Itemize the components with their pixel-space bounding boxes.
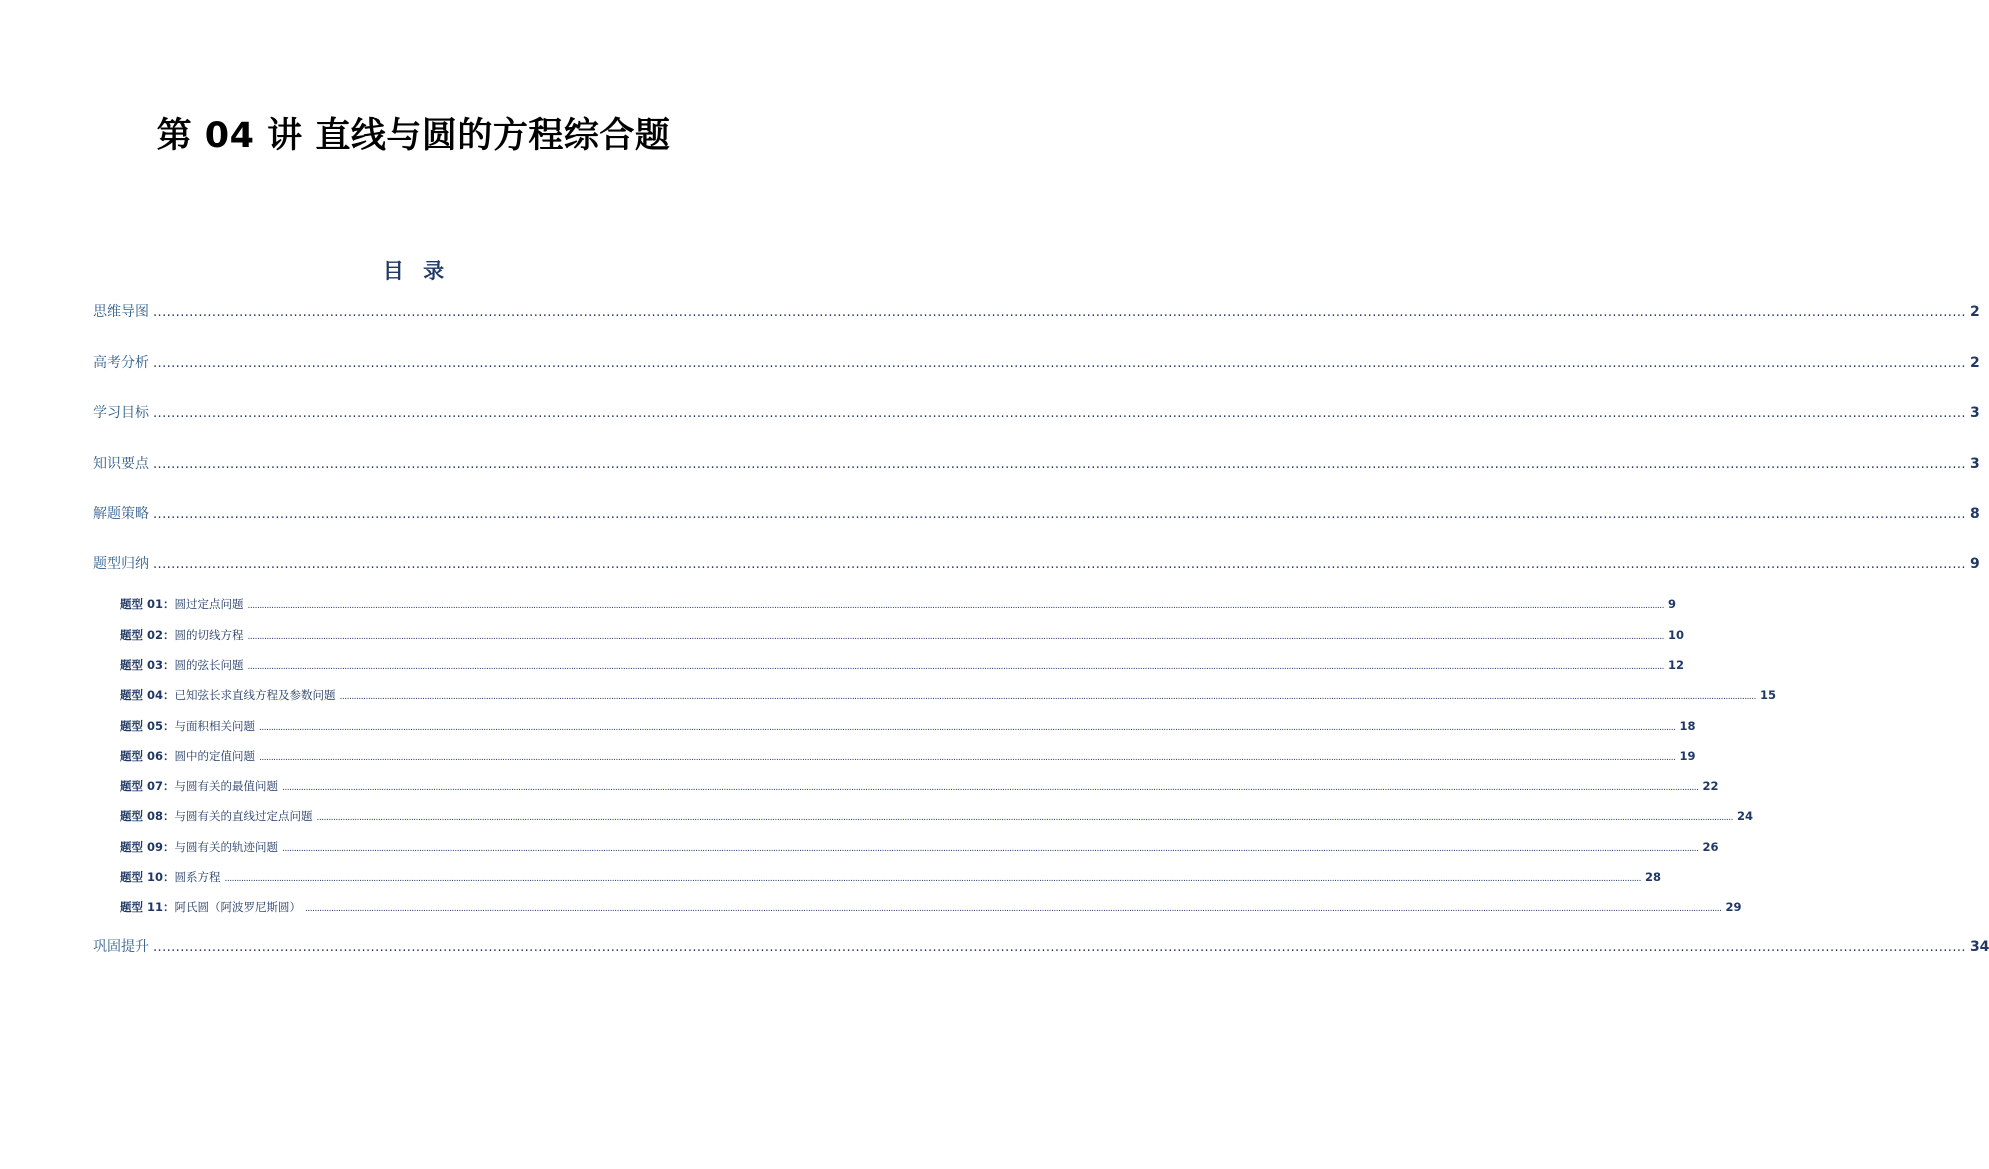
toc-dot-leader: ................................................................................................................................................................................................................................................................................................................................................................................................................ xyxy=(153,406,1966,421)
toc-dot-leader: ........................................................................................................................................................................................................................................................................................................................................................................................................................................................................................................................................................................................................................ xyxy=(247,632,1665,642)
toc-subentry[interactable] xyxy=(120,808,1754,824)
toc-entry-label xyxy=(120,839,278,855)
toc-section-title: 解题策略 xyxy=(93,506,149,522)
toc-dot-leader: ........................................................................................................................................................................................................................................................................................................................................................................................................................................................................................................................................................................................................................ xyxy=(282,783,1699,793)
toc-subentry-prefix: 题型 03： xyxy=(120,658,175,672)
toc-page-number: 15 xyxy=(1760,688,1777,702)
toc-entry[interactable] xyxy=(93,553,1980,573)
toc-page-number: 19 xyxy=(1679,749,1696,763)
toc-dot-leader: ................................................................................................................................................................................................................................................................................................................................................................................................................ xyxy=(153,940,1966,955)
toc-subentry[interactable] xyxy=(120,778,1719,794)
toc-entry-label xyxy=(93,453,149,473)
toc-page-number: 3 xyxy=(1969,456,1980,472)
toc-entry-label xyxy=(120,687,336,703)
toc-subentry-prefix: 题型 02： xyxy=(120,628,175,642)
toc-dot-leader: ........................................................................................................................................................................................................................................................................................................................................................................................................................................................................................................................................................................................................................ xyxy=(259,723,1676,733)
toc-page-number: 29 xyxy=(1725,900,1742,914)
toc-subentry[interactable] xyxy=(120,748,1696,764)
toc-subentry-title: 与圆有关的直线过定点问题 xyxy=(174,809,313,823)
toc-subentry-prefix: 题型 11： xyxy=(120,900,175,914)
toc-subentry-title: 与圆有关的最值问题 xyxy=(174,779,279,793)
toc-subentry-prefix: 题型 01： xyxy=(120,597,175,611)
toc-section-title: 思维导图 xyxy=(93,304,149,320)
toc-subentry-prefix: 题型 10： xyxy=(120,870,175,884)
toc-subentry-title: 阿氏圆（阿波罗尼斯圆） xyxy=(174,900,302,914)
toc-entry-label xyxy=(93,402,149,422)
toc-section-title: 学习目标 xyxy=(93,405,149,421)
toc-dot-leader: ................................................................................................................................................................................................................................................................................................................................................................................................................ xyxy=(153,507,1966,522)
toc-entry[interactable] xyxy=(93,402,1980,422)
toc-section-title: 高考分析 xyxy=(93,355,149,371)
toc-page-number: 10 xyxy=(1668,628,1685,642)
toc-subentry[interactable] xyxy=(120,869,1662,885)
toc-subentry-title: 圆过定点问题 xyxy=(174,597,244,611)
toc-subentry[interactable] xyxy=(120,839,1719,855)
toc-subentry[interactable] xyxy=(120,687,1777,703)
toc-page-number: 24 xyxy=(1737,809,1754,823)
toc-subentry-prefix: 题型 08： xyxy=(120,809,175,823)
toc-dot-leader: ........................................................................................................................................................................................................................................................................................................................................................................................................................................................................................................................................................................................................................ xyxy=(247,601,1665,611)
toc-heading: 目 录 xyxy=(382,259,445,283)
toc-subentry-title: 圆的切线方程 xyxy=(174,628,244,642)
toc-subentry-prefix: 题型 07： xyxy=(120,779,175,793)
toc-dot-leader: ........................................................................................................................................................................................................................................................................................................................................................................................................................................................................................................................................................................................................................ xyxy=(316,813,1734,823)
toc-subentry[interactable] xyxy=(120,899,1742,915)
toc-entry-label xyxy=(93,553,149,573)
toc-entry[interactable] xyxy=(93,503,1980,523)
toc-page-number: 9 xyxy=(1969,556,1980,572)
toc-entry[interactable] xyxy=(93,453,1980,473)
toc-subentry-title: 与圆有关的轨迹问题 xyxy=(174,840,279,854)
toc-entry-label xyxy=(120,869,221,885)
toc-entry-label xyxy=(120,718,255,734)
toc-page-number: 2 xyxy=(1969,355,1980,371)
toc-subentry-title: 圆系方程 xyxy=(174,870,221,884)
toc-dot-leader: ........................................................................................................................................................................................................................................................................................................................................................................................................................................................................................................................................................................................................................ xyxy=(305,904,1722,914)
toc-subentry[interactable] xyxy=(120,627,1685,643)
toc-dot-leader: ........................................................................................................................................................................................................................................................................................................................................................................................................................................................................................................................................................................................................................ xyxy=(282,844,1699,854)
toc-entry-label xyxy=(120,627,244,643)
toc-dot-leader: ........................................................................................................................................................................................................................................................................................................................................................................................................................................................................................................................................................................................................................ xyxy=(259,753,1676,763)
toc-page-number: 22 xyxy=(1702,779,1719,793)
toc-subentry-prefix: 题型 05： xyxy=(120,719,175,733)
toc-dot-leader: ........................................................................................................................................................................................................................................................................................................................................................................................................................................................................................................................................................................................................................ xyxy=(339,692,1757,702)
toc-section-title: 巩固提升 xyxy=(93,939,149,955)
toc-entry-label xyxy=(120,657,244,673)
toc-subentry-prefix: 题型 04： xyxy=(120,688,175,702)
toc-page-number: 28 xyxy=(1645,870,1662,884)
toc-page-number: 12 xyxy=(1668,658,1685,672)
toc-entry-label xyxy=(120,899,301,915)
document-title: 第 04 讲 直线与圆的方程综合题 xyxy=(156,116,671,156)
toc-entry-label xyxy=(120,778,278,794)
toc-section-title: 题型归纳 xyxy=(93,556,149,572)
toc-dot-leader: ................................................................................................................................................................................................................................................................................................................................................................................................................ xyxy=(153,305,1966,320)
toc-entry-label xyxy=(120,808,313,824)
toc-subentry-title: 已知弦长求直线方程及参数问题 xyxy=(174,688,336,702)
toc-dot-leader: ........................................................................................................................................................................................................................................................................................................................................................................................................................................................................................................................................................................................................................ xyxy=(247,662,1665,672)
toc-dot-leader: ................................................................................................................................................................................................................................................................................................................................................................................................................ xyxy=(153,457,1966,472)
toc-entry-label xyxy=(120,748,255,764)
toc-page-number: 8 xyxy=(1969,506,1980,522)
toc-entry-label xyxy=(120,596,244,612)
toc-subentry-title: 圆中的定值问题 xyxy=(174,749,256,763)
toc-subentry-prefix: 题型 06： xyxy=(120,749,175,763)
toc-entry-label xyxy=(93,352,149,372)
toc-page-number: 34 xyxy=(1969,939,1989,955)
toc-dot-leader: ........................................................................................................................................................................................................................................................................................................................................................................................................................................................................................................................................................................................................................ xyxy=(224,874,1642,884)
toc-dot-leader: ................................................................................................................................................................................................................................................................................................................................................................................................................ xyxy=(153,356,1966,371)
toc-entry-label xyxy=(93,936,149,956)
toc-subentry-prefix: 题型 09： xyxy=(120,840,175,854)
toc-subentry[interactable] xyxy=(120,657,1685,673)
toc-subentry[interactable] xyxy=(120,596,1677,612)
toc-subentry[interactable] xyxy=(120,718,1696,734)
toc-page-number: 9 xyxy=(1668,597,1677,611)
toc-entry[interactable] xyxy=(93,301,1980,321)
toc-section-title: 知识要点 xyxy=(93,456,149,472)
toc-entry[interactable] xyxy=(93,352,1980,372)
toc-page-number: 2 xyxy=(1969,304,1980,320)
toc-dot-leader: ................................................................................................................................................................................................................................................................................................................................................................................................................ xyxy=(153,557,1966,572)
toc-page-number: 3 xyxy=(1969,405,1980,421)
toc-entry[interactable] xyxy=(93,936,1989,956)
toc-subentry-title: 圆的弦长问题 xyxy=(174,658,244,672)
toc-page-number: 18 xyxy=(1679,719,1696,733)
toc-subentry-title: 与面积相关问题 xyxy=(174,719,256,733)
toc-entry-label xyxy=(93,503,149,523)
toc-entry-label xyxy=(93,301,149,321)
toc-page-number: 26 xyxy=(1702,840,1719,854)
